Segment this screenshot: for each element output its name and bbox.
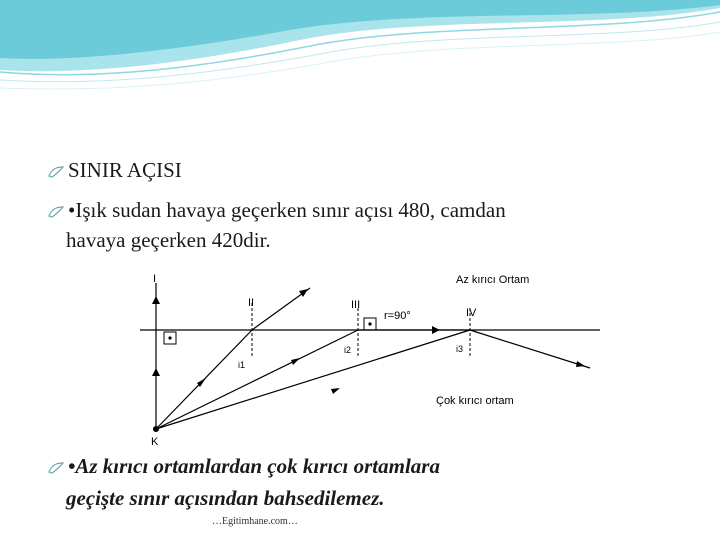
heading-line [48, 158, 182, 183]
line1-text: •Işık sudan havaya geçerken sınır açısı 480, camdan [68, 198, 506, 222]
ray-II-label: II [248, 297, 255, 309]
ray-I-label: I [153, 273, 157, 285]
ray-IV-label: IV [466, 307, 477, 319]
line4-text: geçişte sınır açısından bahsedilemez. [66, 486, 385, 510]
bullet-icon [48, 166, 64, 178]
angle-i1-label: i1 [238, 360, 246, 370]
ray-III-label: III [351, 299, 361, 311]
angle-i3-label: i3 [456, 344, 464, 354]
source-label: K [151, 436, 159, 448]
top-medium-label: Az kırıcı Ortam [456, 274, 530, 286]
refraction-angle-label: r=90° [384, 310, 411, 322]
line2-text: havaya geçerken 420dir. [66, 228, 271, 252]
line3-text: •Az kırıcı ortamlardan çok kırıcı ortamlara [68, 454, 440, 478]
bullet-line-1 [48, 198, 506, 223]
bullet-line-2-cont [66, 486, 385, 511]
angle-i2-label: i2 [344, 345, 352, 355]
bullet-line-1-cont [66, 228, 271, 253]
refraction-diagram [140, 258, 600, 448]
header-wave-decoration [0, 0, 720, 95]
bottom-medium-label: Çok kırıcı ortam [436, 395, 514, 407]
bullet-icon [48, 206, 64, 218]
heading-text: SINIR AÇISI [68, 158, 182, 182]
bullet-icon [48, 462, 64, 474]
bullet-line-2 [48, 454, 440, 479]
footer-source: …Egitimhane.com… [212, 516, 298, 527]
